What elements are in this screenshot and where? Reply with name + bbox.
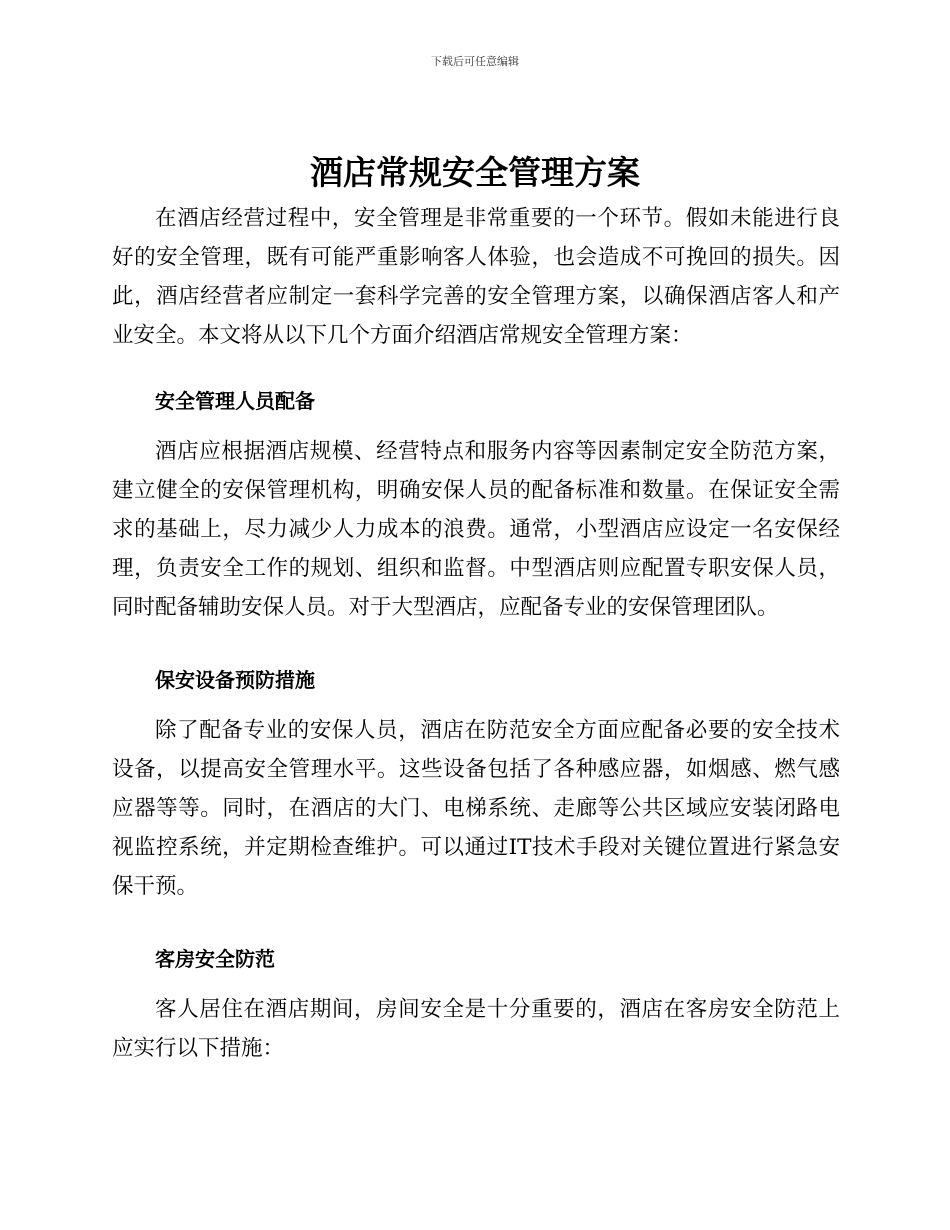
section-heading-staffing: 安全管理人员配备 xyxy=(155,389,315,413)
section-paragraph-staffing: 酒店应根据酒店规模、经营特点和服务内容等因素制定安全防范方案，建立健全的安保管理机构，明确安保人员的配备标准和数量。在保证安全需求的基础上，尽力减少人力成本的浪费。通常，小型酒店应设定一名安保经理，负责安全工作的规划、组织和监督。中型酒店则应配置专职安保人员，同时配备辅助安保人员。对于大型酒店，应配备专业的安保管理团队。 xyxy=(112,439,840,620)
intro-paragraph: 在酒店经营过程中，安全管理是非常重要的一个环节。假如未能进行良好的安全管理，既有可能严重影响客人体验，也会造成不可挽回的损失。因此，酒店经营者应制定一套科学完善的安全管理方案，以确保酒店客人和产业安全。本文将从以下几个方面介绍酒店常规安全管理方案： xyxy=(112,206,840,348)
section-paragraph-guestroom: 客人居住在酒店期间，房间安全是十分重要的，酒店在客房安全防范上应实行以下措施： xyxy=(112,997,840,1061)
header-note: 下载后可任意编辑 xyxy=(431,55,519,68)
section-heading-guestroom: 客房安全防范 xyxy=(155,947,275,971)
document-title: 酒店常规安全管理方案 xyxy=(310,153,640,192)
section-heading-equipment: 保安设备预防措施 xyxy=(155,668,315,692)
section-paragraph-equipment: 除了配备专业的安保人员，酒店在防范安全方面应配备必要的安全技术设备，以提高安全管理水平。这些设备包括了各种感应器，如烟感、燃气感应器等等。同时，在酒店的大门、电梯系统、走廊等公共区域应安装闭路电视监控系统，并定期检查维护。可以通过IT技术手段对关键位置进行紧急安保干预。 xyxy=(112,718,840,899)
